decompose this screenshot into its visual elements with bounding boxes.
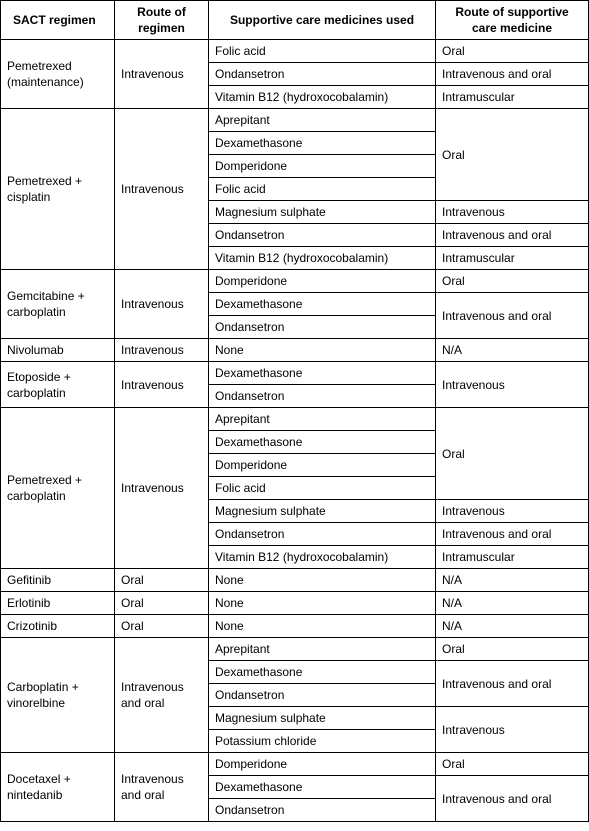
- medicine-cell: Dexamethasone: [209, 293, 436, 316]
- medicine-cell: Ondansetron: [209, 316, 436, 339]
- medicine-cell: Ondansetron: [209, 385, 436, 408]
- medicine-route-cell: Intravenous and oral: [436, 523, 589, 546]
- medicine-cell: Ondansetron: [209, 799, 436, 822]
- table-row: [1, 753, 589, 776]
- table-row: [1, 569, 589, 592]
- table-row: [1, 109, 589, 132]
- medicine-route-cell: Oral: [436, 109, 589, 201]
- regimen-route-cell: Intravenous: [115, 339, 209, 362]
- regimen-cell: Carboplatin + vinorelbine: [1, 638, 115, 753]
- regimen-cell: Nivolumab: [1, 339, 115, 362]
- medicine-cell: None: [209, 339, 436, 362]
- medicine-cell: None: [209, 569, 436, 592]
- medicine-route-cell: Intravenous: [436, 201, 589, 224]
- regimen-cell: Gefitinib: [1, 569, 115, 592]
- medicine-cell: Dexamethasone: [209, 362, 436, 385]
- medicine-route-cell: N/A: [436, 339, 589, 362]
- medicine-route-cell: Intravenous and oral: [436, 661, 589, 707]
- regimen-route-cell: Oral: [115, 615, 209, 638]
- medicine-cell: Ondansetron: [209, 684, 436, 707]
- regimen-route-cell: Intravenous: [115, 270, 209, 339]
- header-regimen: SACT regimen: [1, 1, 115, 40]
- medicine-route-cell: Oral: [436, 408, 589, 500]
- medicine-cell: Magnesium sulphate: [209, 201, 436, 224]
- regimen-cell: Docetaxel + nintedanib: [1, 753, 115, 822]
- medicine-cell: Potassium chloride: [209, 730, 436, 753]
- header-route-supportive: Route of supportive care medicine: [436, 1, 589, 40]
- medicine-route-cell: Intramuscular: [436, 86, 589, 109]
- table-row: [1, 40, 589, 63]
- medicine-cell: Magnesium sulphate: [209, 500, 436, 523]
- medicine-cell: None: [209, 615, 436, 638]
- medicine-cell: Dexamethasone: [209, 661, 436, 684]
- medicine-route-cell: Oral: [436, 638, 589, 661]
- regimen-cell: Pemetrexed (maintenance): [1, 40, 115, 109]
- medicine-route-cell: Intramuscular: [436, 546, 589, 569]
- table-row: [1, 339, 589, 362]
- medicine-cell: Dexamethasone: [209, 776, 436, 799]
- header-row: [1, 1, 589, 40]
- header-supportive-meds: Supportive care medicines used: [209, 1, 436, 40]
- medicine-route-cell: N/A: [436, 569, 589, 592]
- medicine-cell: Domperidone: [209, 454, 436, 477]
- medicine-cell: Dexamethasone: [209, 132, 436, 155]
- medicine-route-cell: Intravenous: [436, 707, 589, 753]
- medicine-cell: Dexamethasone: [209, 431, 436, 454]
- medicine-cell: None: [209, 592, 436, 615]
- medicine-cell: Domperidone: [209, 270, 436, 293]
- medicine-route-cell: Intravenous: [436, 362, 589, 408]
- medicine-route-cell: Oral: [436, 270, 589, 293]
- medicine-cell: Ondansetron: [209, 224, 436, 247]
- table-row: [1, 270, 589, 293]
- medicine-cell: Vitamin B12 (hydroxocobalamin): [209, 546, 436, 569]
- regimen-route-cell: Intravenous: [115, 408, 209, 569]
- regimen-cell: Pemetrexed + carboplatin: [1, 408, 115, 569]
- medicine-route-cell: Intravenous and oral: [436, 63, 589, 86]
- regimen-route-cell: Intravenous: [115, 40, 209, 109]
- regimen-cell: Gemcitabine + carboplatin: [1, 270, 115, 339]
- medicine-route-cell: Oral: [436, 753, 589, 776]
- medicine-route-cell: Intravenous and oral: [436, 776, 589, 822]
- medicine-route-cell: Intravenous and oral: [436, 293, 589, 339]
- medicine-cell: Folic acid: [209, 477, 436, 500]
- medicine-cell: Ondansetron: [209, 523, 436, 546]
- medicine-cell: Domperidone: [209, 753, 436, 776]
- regimen-cell: Crizotinib: [1, 615, 115, 638]
- medicine-route-cell: N/A: [436, 592, 589, 615]
- regimen-cell: Etoposide + carboplatin: [1, 362, 115, 408]
- medicine-route-cell: Intravenous: [436, 500, 589, 523]
- table-row: [1, 362, 589, 385]
- regimen-route-cell: Oral: [115, 569, 209, 592]
- medicine-cell: Aprepitant: [209, 109, 436, 132]
- medicine-cell: Vitamin B12 (hydroxocobalamin): [209, 247, 436, 270]
- medicine-cell: Domperidone: [209, 155, 436, 178]
- medicine-cell: Aprepitant: [209, 408, 436, 431]
- medicine-cell: Ondansetron: [209, 63, 436, 86]
- regimen-route-cell: Intravenous: [115, 109, 209, 270]
- regimen-cell: Erlotinib: [1, 592, 115, 615]
- table-body: [1, 40, 589, 822]
- regimen-route-cell: Intravenous: [115, 362, 209, 408]
- medicine-route-cell: N/A: [436, 615, 589, 638]
- medicine-cell: Vitamin B12 (hydroxocobalamin): [209, 86, 436, 109]
- table-row: [1, 408, 589, 431]
- medicine-cell: Aprepitant: [209, 638, 436, 661]
- regimen-route-cell: Intravenous and oral: [115, 753, 209, 822]
- table-row: [1, 615, 589, 638]
- table-row: [1, 592, 589, 615]
- regimen-route-cell: Oral: [115, 592, 209, 615]
- medicine-cell: Magnesium sulphate: [209, 707, 436, 730]
- header-route-regimen: Route of regimen: [115, 1, 209, 40]
- medicine-cell: Folic acid: [209, 40, 436, 63]
- medicine-route-cell: Intramuscular: [436, 247, 589, 270]
- medicine-cell: Folic acid: [209, 178, 436, 201]
- regimen-route-cell: Intravenous and oral: [115, 638, 209, 753]
- table-row: [1, 638, 589, 661]
- regimen-cell: Pemetrexed + cisplatin: [1, 109, 115, 270]
- medicine-route-cell: Intravenous and oral: [436, 224, 589, 247]
- medicine-route-cell: Oral: [436, 40, 589, 63]
